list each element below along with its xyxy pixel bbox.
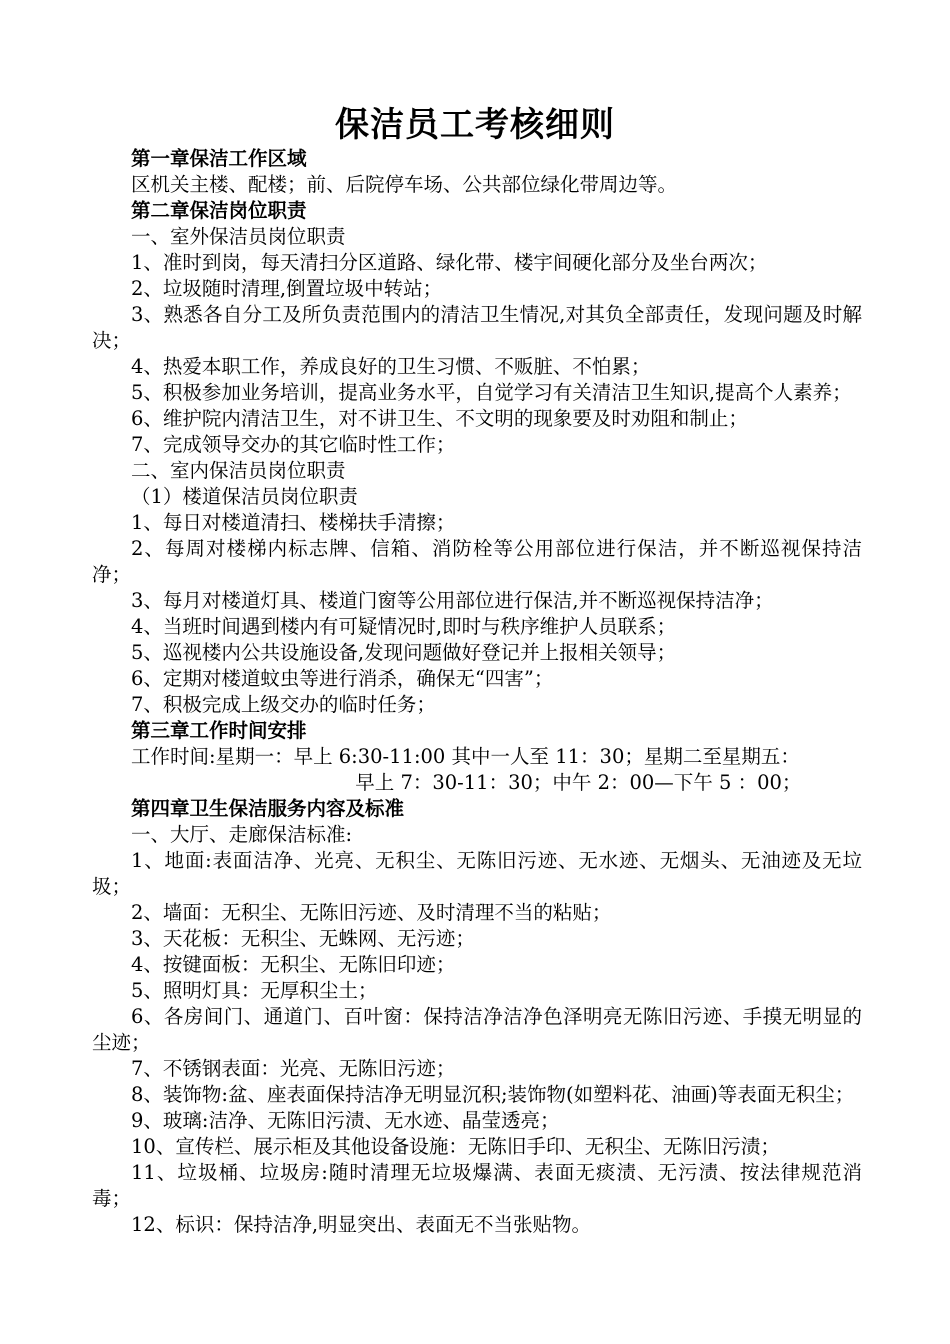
paragraph: 2、墙面：无积尘、无陈旧污迹、及时清理不当的粘贴；	[131, 901, 612, 924]
document-body	[92, 146, 862, 1238]
paragraph: 2、垃圾随时清理,倒置垃圾中转站；	[131, 277, 443, 300]
paragraph: 5、照明灯具：无厚积尘土；	[131, 979, 378, 1002]
paragraph: 5、积极参加业务培训，提高业务水平，自觉学习有关清洁卫生知识,提高个人素养；	[131, 381, 852, 404]
paragraph: 1、地面:表面洁净、光亮、无积尘、无陈旧污迹、无水迹、无烟头、无油迹及无垃圾；	[92, 849, 862, 898]
chapter-heading: 第一章保洁工作区域	[131, 147, 307, 170]
paragraph: 9、玻璃:洁净、无陈旧污渍、无水迹、晶莹透亮；	[131, 1109, 560, 1132]
schedule-line: 早上 7：30-11：30；中午 2：00—下午 5 ：00；	[355, 771, 802, 794]
paragraph: 11、垃圾桶、垃圾房:随时清理无垃圾爆满、表面无痰渍、无污渍、按法律规范消毒；	[92, 1161, 862, 1210]
paragraph: 4、当班时间遇到楼内有可疑情况时,即时与秩序维护人员联系；	[131, 615, 677, 638]
paragraph: 2、每周对楼梯内标志牌、信箱、消防栓等公用部位进行保洁，并不断巡视保持洁净；	[92, 537, 862, 586]
paragraph: 3、天花板：无积尘、无蛛网、无污迹；	[131, 927, 475, 950]
chapter-heading: 第二章保洁岗位职责	[131, 199, 307, 222]
document-title: 保洁员工考核细则	[335, 105, 615, 145]
paragraph: 8、装饰物:盆、座表面保持洁净无明显沉积;装饰物(如塑料花、油画)等表面无积尘；	[131, 1083, 855, 1106]
paragraph: 4、按键面板：无积尘、无陈旧印迹；	[131, 953, 456, 976]
paragraph: 5、巡视楼内公共设施设备,发现问题做好登记并上报相关领导；	[131, 641, 677, 664]
paragraph: 6、各房间门、通道门、百叶窗：保持洁净洁净色泽明亮无陈旧污迹、手摸无明显的尘迹；	[92, 1005, 862, 1054]
paragraph: 12、标识：保持洁净,明显突出、表面无不当张贴物。	[131, 1213, 592, 1236]
paragraph: 7、完成领导交办的其它临时性工作；	[131, 433, 456, 456]
paragraph: 区机关主楼、配楼；前、后院停车场、公共部位绿化带周边等。	[131, 173, 678, 196]
chapter-heading: 第四章卫生保洁服务内容及标准	[131, 797, 405, 820]
paragraph: 二、室内保洁员岗位职责	[131, 459, 346, 482]
paragraph: （1）楼道保洁员岗位职责	[131, 485, 358, 508]
chapter-heading: 第三章工作时间安排	[131, 719, 307, 742]
paragraph: 4、热爱本职工作，养成良好的卫生习惯、不贩脏、不怕累；	[131, 355, 651, 378]
paragraph: 3、每月对楼道灯具、楼道门窗等公用部位进行保洁,并不断巡视保持洁净；	[131, 589, 774, 612]
paragraph: 6、维护院内清洁卫生，对不讲卫生、不文明的现象要及时劝阻和制止；	[131, 407, 748, 430]
paragraph: 1、准时到岗，每天清扫分区道路、绿化带、楼宇间硬化部分及坐台两次；	[131, 251, 768, 274]
paragraph: 一、室外保洁员岗位职责	[131, 225, 346, 248]
paragraph: 3、熟悉各自分工及所负责范围内的清洁卫生情况,对其负全部责任，发现问题及时解决；	[92, 303, 862, 352]
paragraph: 1、每日对楼道清扫、楼梯扶手清擦；	[131, 511, 456, 534]
schedule-line: 工作时间:星期一：早上 6:30-11:00 其中一人至 11：30；星期二至星期五：	[131, 745, 800, 768]
paragraph: 7、积极完成上级交办的临时任务；	[131, 693, 436, 716]
paragraph: 6、定期对楼道蚊虫等进行消杀，确保无“四害”；	[131, 667, 554, 690]
paragraph: 10、宣传栏、展示柜及其他设备设施：无陈旧手印、无积尘、无陈旧污渍；	[131, 1135, 780, 1158]
paragraph: 一、大厅、走廊保洁标准:	[131, 823, 353, 846]
paragraph: 7、不锈钢表面：光亮、无陈旧污迹；	[131, 1057, 456, 1080]
